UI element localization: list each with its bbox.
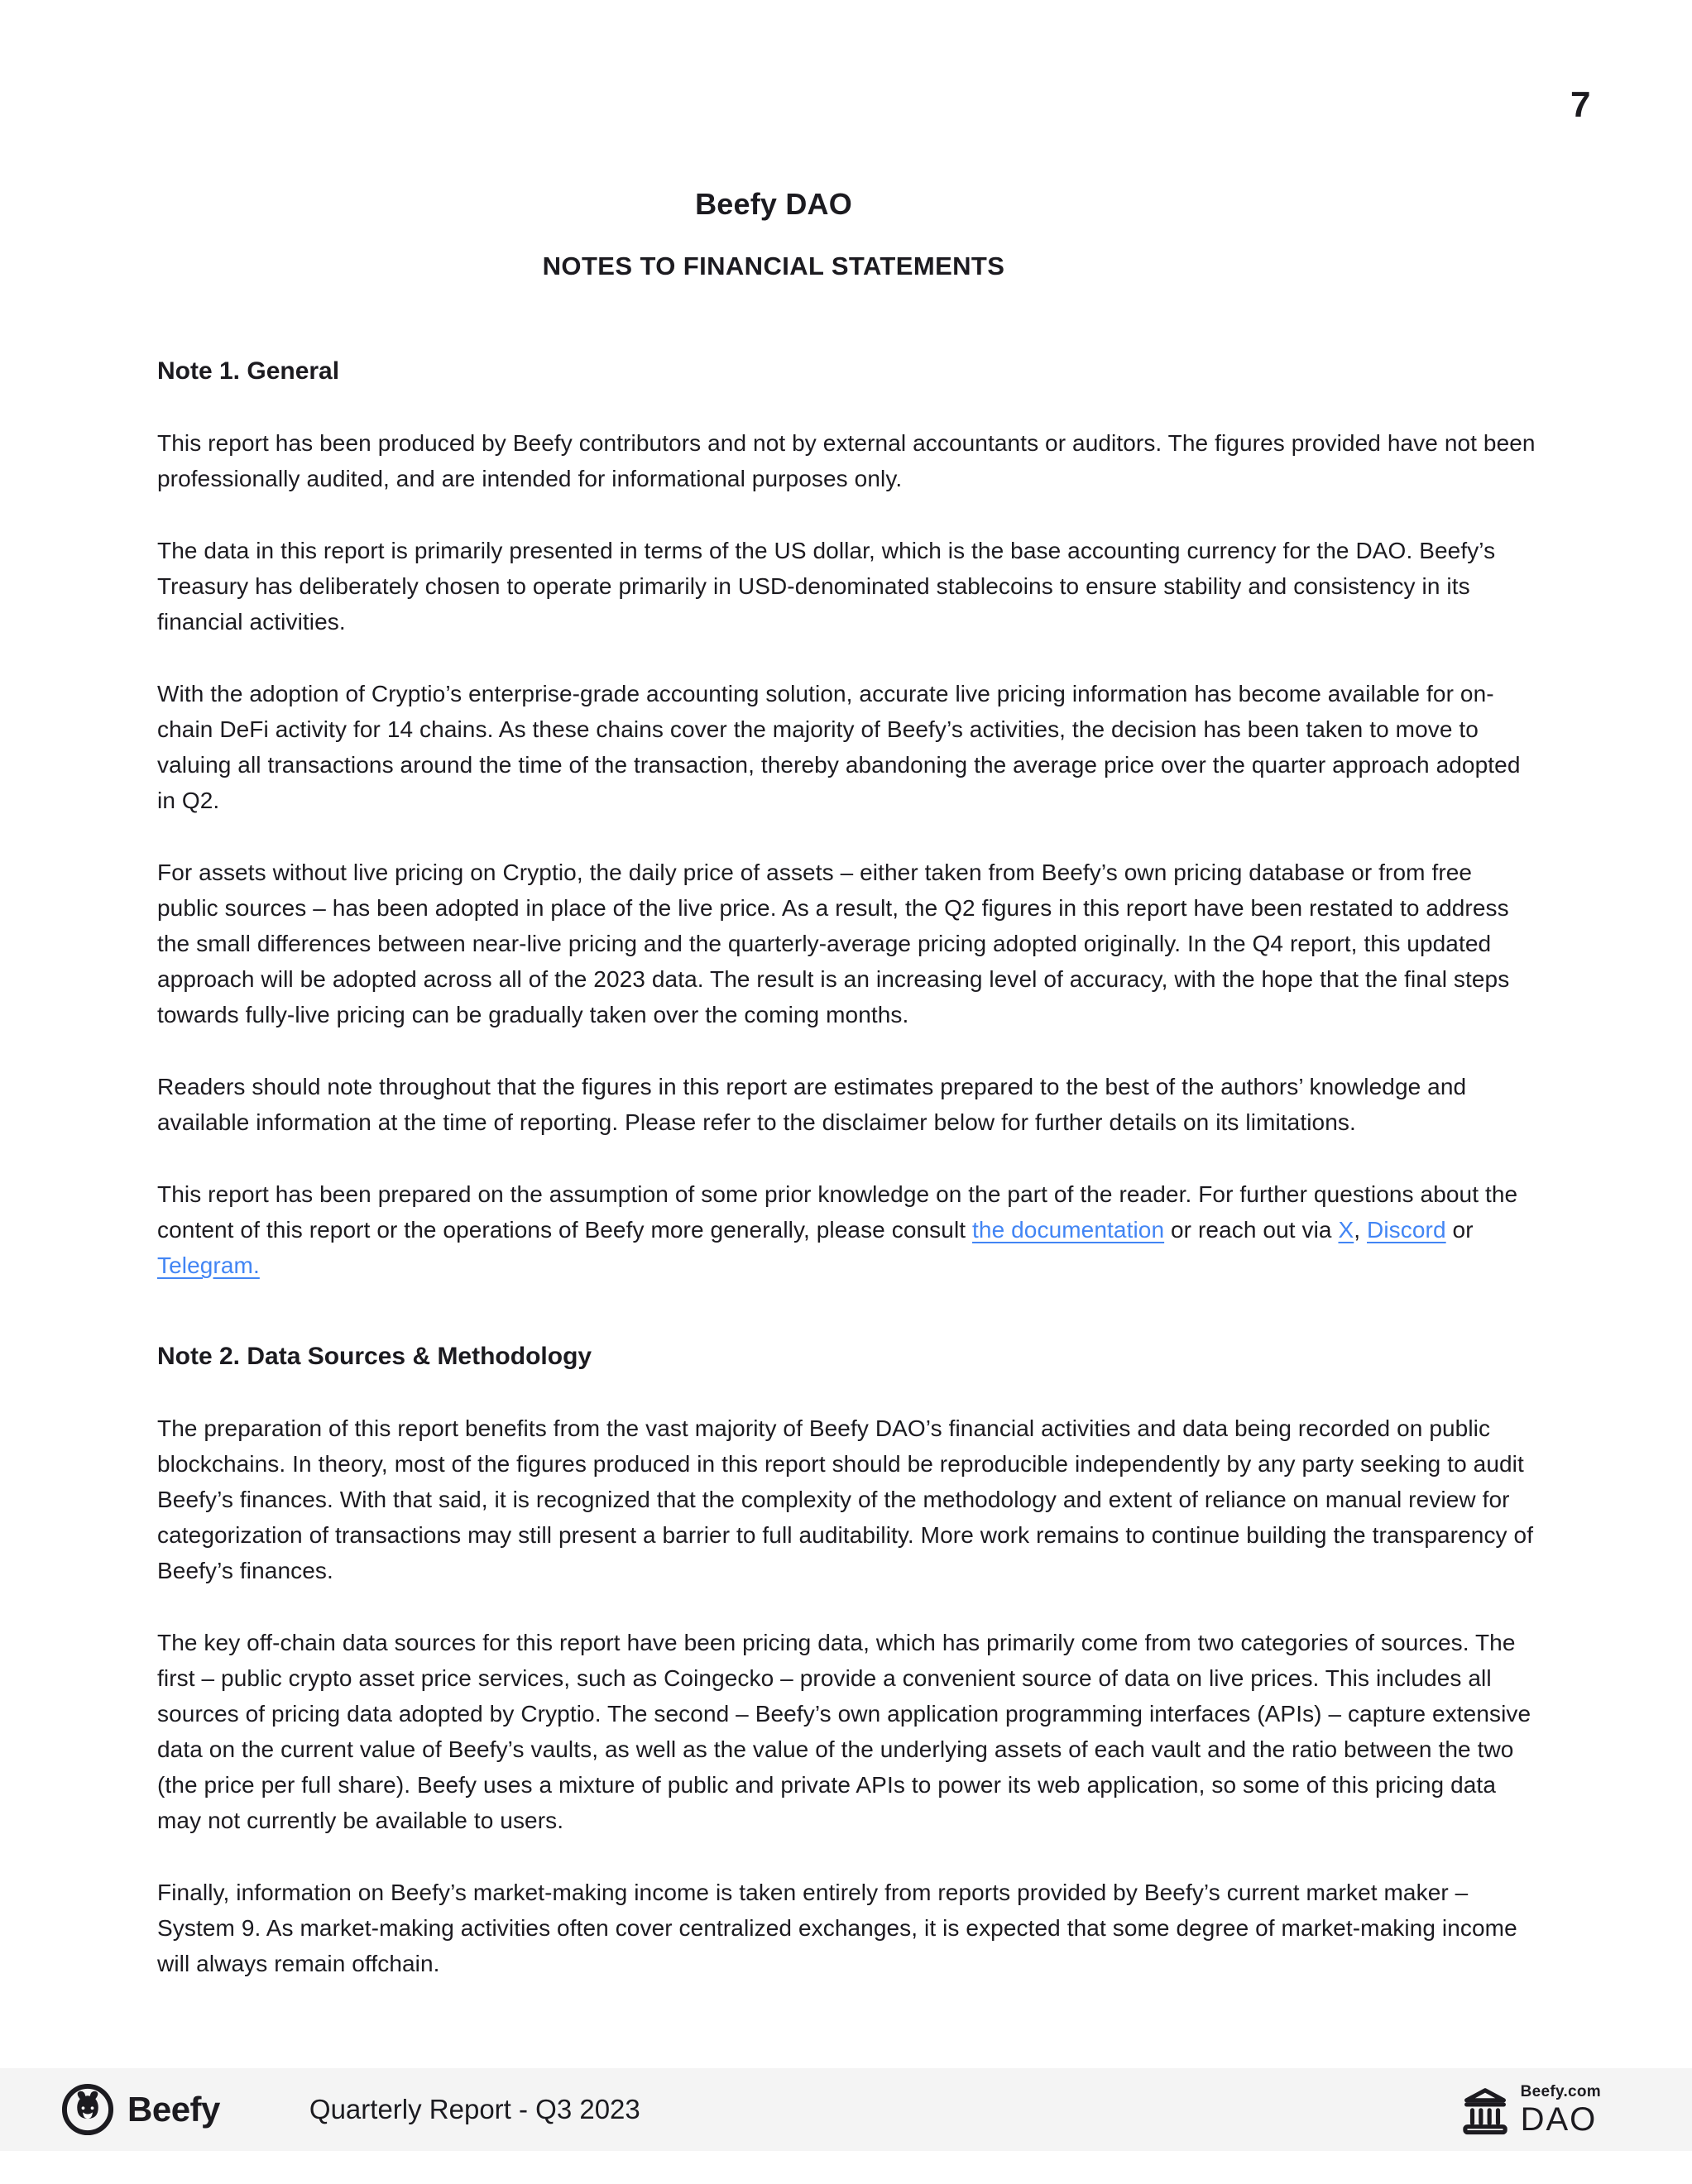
beefy-cow-logo-icon [60, 2081, 116, 2138]
footer-dao-group [1460, 2083, 1601, 2136]
document-body [157, 357, 1539, 2018]
paragraph: With the adoption of Cryptio’s enterprise-grade accounting solution, accurate live pricing information has become available for on-chain DeFi activity for 14 chains. As these chains cover the majority of Beefy’s activities, the decision has been taken to move to valuing all transactions around the time of the transaction, thereby abandoning the average price over the quarter approach adopted in Q2. [157, 681, 1521, 813]
document-subtitle: NOTES TO FINANCIAL STATEMENTS [542, 251, 1005, 280]
bank-icon [1460, 2083, 1511, 2136]
link-telegram[interactable]: Telegram. [157, 1252, 260, 1278]
paragraph: Readers should note throughout that the figures in this report are estimates prepared to the best of the authors’ knowledge and available information at the time of reporting. Please refer to the disclaimer below for further details on its limitations. [157, 1074, 1467, 1135]
paragraph: This report has been produced by Beefy contributors and not by external accountants or auditors. The figures provided have not been professionally audited, and are intended for informational purposes only. [157, 430, 1536, 491]
footer-brand-group [60, 2081, 640, 2138]
paragraph: The key off-chain data sources for this report have been pricing data, which has primarily come from two categories of sources. The first – public crypto asset price services, such as Coingecko – provide a convenient source of data on live prices. This includes all sources of pricing data adopted by Cryptio. The second – Beefy’s own application programming interfaces (APIs) – capture extensive data on the current value of Beefy’s vaults, as well as the value of the underlying assets of each vault and the ratio between the two (the price per full share). Beefy uses a mixture of public and private APIs to power its web application, so some of this pricing data may not currently be available to users. [157, 1630, 1531, 1833]
link-discord[interactable]: Discord [1367, 1217, 1446, 1243]
dao-label-block [1521, 2084, 1601, 2136]
paragraph: For assets without live pricing on Cryptio, the daily price of assets – either taken from Beefy’s own pricing database or from free public sources – has been adopted in place of the live price. As a result, the Q2 figures in this report have been restated to address the small differences between near-live pricing and the quarterly-average pricing adopted originally. In the Q4 report, this updated approach will be adopted across all of the 2023 data. The result is an increasing level of accuracy, with the hope that the final steps towards fully-live pricing can be gradually taken over the coming months. [157, 860, 1510, 1027]
dao-org-label: DAO [1520, 2100, 1598, 2138]
section-heading: Note 1. General [157, 357, 340, 385]
paragraph: Finally, information on Beefy’s market-making income is taken entirely from reports provided by Beefy’s current market maker – System 9. As market-making activities often cover centralized exchanges, it is expected that some degree of market-making income will always remain offchain. [157, 1880, 1517, 1976]
paragraph: The data in this report is primarily presented in terms of the US dollar, which is the base accounting currency for the DAO. Beefy’s Treasury has deliberately chosen to operate primarily in USD-denominated stablecoins to ensure stability and consistency in its financial activities. [157, 538, 1496, 635]
paragraph: The preparation of this report benefits from the vast majority of Beefy DAO’s financial activities and data being recorded on public blockchains. In theory, most of the figures produced in this report should be reproducible independently by any party seeking to audit Beefy’s finances. With that said, it is recognized that the complexity of the methodology and extent of reliance on manual review for categorization of transactions may still present a barrier to full auditability. More work remains to continue building the transparency of Beefy’s finances. [157, 1415, 1534, 1583]
brand-name: Beefy [127, 2090, 220, 2129]
report-label: Quarterly Report - Q3 2023 [309, 2094, 640, 2124]
section-heading: Note 2. Data Sources & Methodology [157, 1343, 592, 1370]
paragraph: This report has been prepared on the assumption of some prior knowledge on the part of the reader. For further questions about the content of this report or the operations of Beefy more generally, please consult the documentation or reach out via X, Discord or Telegram. [157, 1181, 1518, 1278]
page-number: 7 [1570, 84, 1591, 125]
document-title: Beefy DAO [695, 187, 852, 221]
document-header [157, 187, 1390, 281]
link-documentation[interactable]: the documentation [972, 1217, 1165, 1243]
dao-site-label: Beefy.com [1520, 2082, 1601, 2100]
link-x[interactable]: X [1338, 1217, 1354, 1243]
page-footer [0, 2068, 1692, 2151]
